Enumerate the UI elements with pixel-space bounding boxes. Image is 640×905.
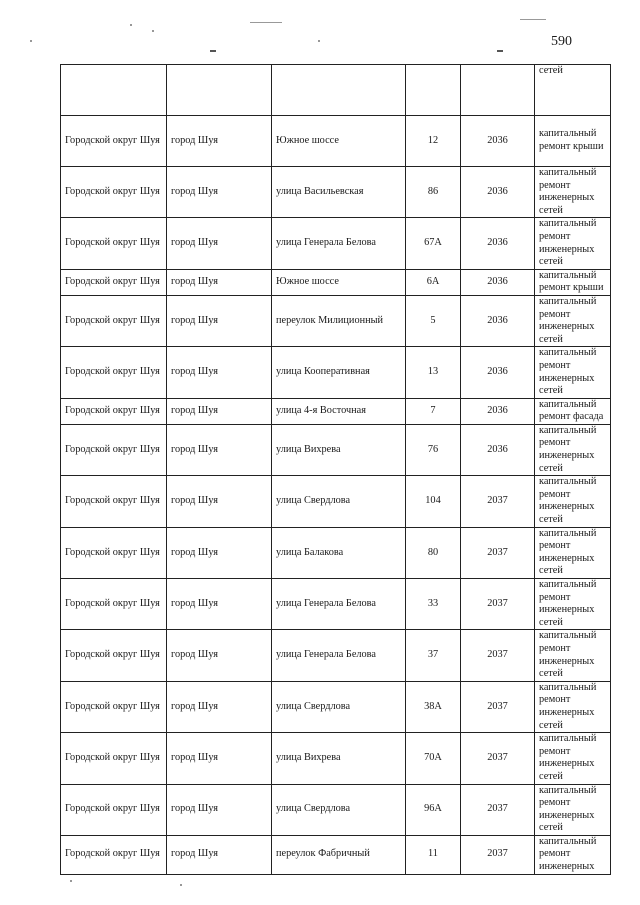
street-cell: улица Свердлова — [272, 476, 406, 527]
locality-cell: город Шуя — [167, 579, 272, 630]
table-row — [61, 398, 611, 424]
locality-cell — [167, 65, 272, 116]
street-cell: переулок Фабричный — [272, 835, 406, 874]
locality-cell: город Шуя — [167, 167, 272, 218]
house-number-cell: 13 — [406, 347, 461, 398]
house-number-cell: 7 — [406, 398, 461, 424]
locality-cell: город Шуя — [167, 733, 272, 784]
year-cell — [461, 65, 535, 116]
table-row — [61, 269, 611, 295]
street-cell: улица Вихрева — [272, 424, 406, 475]
work-type-cell: капитальный ремонт инженерных сетей — [535, 424, 611, 475]
work-type-cell: капитальный ремонт инженерных — [535, 835, 611, 874]
municipality-cell: Городской округ Шуя — [61, 579, 167, 630]
scan-dot — [70, 880, 72, 882]
municipality-cell: Городской округ Шуя — [61, 218, 167, 269]
table-row — [61, 116, 611, 167]
locality-cell: город Шуя — [167, 269, 272, 295]
table-row — [61, 476, 611, 527]
year-cell: 2036 — [461, 218, 535, 269]
year-cell: 2036 — [461, 167, 535, 218]
table-row — [61, 681, 611, 732]
table-row — [61, 347, 611, 398]
street-cell: улица 4-я Восточная — [272, 398, 406, 424]
locality-cell: город Шуя — [167, 398, 272, 424]
street-cell: Южное шоссе — [272, 269, 406, 295]
table-row-continued — [61, 65, 611, 116]
year-cell: 2037 — [461, 630, 535, 681]
municipality-cell: Городской округ Шуя — [61, 681, 167, 732]
scan-dot — [30, 40, 32, 42]
municipality-cell: Городской округ Шуя — [61, 269, 167, 295]
municipality-cell: Городской округ Шуя — [61, 476, 167, 527]
street-cell: улица Генерала Белова — [272, 630, 406, 681]
municipality-cell: Городской округ Шуя — [61, 733, 167, 784]
house-number-cell: 37 — [406, 630, 461, 681]
table-row — [61, 424, 611, 475]
year-cell: 2036 — [461, 398, 535, 424]
house-number-cell: 67А — [406, 218, 461, 269]
work-type-cell: капитальный ремонт инженерных сетей — [535, 476, 611, 527]
locality-cell: город Шуя — [167, 527, 272, 578]
table-row — [61, 733, 611, 784]
street-cell: улица Генерала Белова — [272, 218, 406, 269]
table-row — [61, 784, 611, 835]
house-number-cell: 80 — [406, 527, 461, 578]
work-type-cell: капитальный ремонт инженерных сетей — [535, 527, 611, 578]
work-type-cell: капитальный ремонт инженерных сетей — [535, 218, 611, 269]
page-number: 590 — [551, 34, 572, 49]
scan-dot — [318, 40, 320, 42]
scan-mark — [250, 22, 282, 23]
work-type-cell: капитальный ремонт инженерных сетей — [535, 733, 611, 784]
table-row — [61, 527, 611, 578]
housing-registry-table — [60, 64, 611, 875]
year-cell: 2037 — [461, 579, 535, 630]
work-type-cell: капитальный ремонт инженерных сетей — [535, 784, 611, 835]
street-cell: улица Свердлова — [272, 784, 406, 835]
locality-cell: город Шуя — [167, 347, 272, 398]
house-number-cell: 12 — [406, 116, 461, 167]
municipality-cell — [61, 65, 167, 116]
table-row — [61, 630, 611, 681]
street-cell: улица Кооперативная — [272, 347, 406, 398]
locality-cell: город Шуя — [167, 424, 272, 475]
locality-cell: город Шуя — [167, 681, 272, 732]
house-number-cell: 38А — [406, 681, 461, 732]
work-type-cell: капитальный ремонт крыши — [535, 116, 611, 167]
street-cell: улица Балакова — [272, 527, 406, 578]
house-number-cell: 86 — [406, 167, 461, 218]
street-cell: Южное шоссе — [272, 116, 406, 167]
work-type-cell: капитальный ремонт инженерных сетей — [535, 630, 611, 681]
locality-cell: город Шуя — [167, 218, 272, 269]
table-row — [61, 295, 611, 346]
year-cell: 2036 — [461, 116, 535, 167]
house-number-cell: 104 — [406, 476, 461, 527]
house-number-cell: 96А — [406, 784, 461, 835]
scan-dot — [130, 24, 132, 26]
street-cell: улица Вихрева — [272, 733, 406, 784]
locality-cell: город Шуя — [167, 835, 272, 874]
table-row — [61, 218, 611, 269]
work-type-cell: капитальный ремонт крыши — [535, 269, 611, 295]
municipality-cell: Городской округ Шуя — [61, 784, 167, 835]
locality-cell: город Шуя — [167, 630, 272, 681]
scan-dot — [152, 30, 154, 32]
year-cell: 2036 — [461, 269, 535, 295]
municipality-cell: Городской округ Шуя — [61, 295, 167, 346]
house-number-cell — [406, 65, 461, 116]
year-cell: 2037 — [461, 476, 535, 527]
municipality-cell: Городской округ Шуя — [61, 835, 167, 874]
municipality-cell: Городской округ Шуя — [61, 424, 167, 475]
year-cell: 2036 — [461, 424, 535, 475]
house-number-cell: 33 — [406, 579, 461, 630]
locality-cell: город Шуя — [167, 784, 272, 835]
work-type-cell: капитальный ремонт инженерных сетей — [535, 681, 611, 732]
house-number-cell: 5 — [406, 295, 461, 346]
year-cell: 2037 — [461, 681, 535, 732]
work-type-cell: капитальный ремонт фасада — [535, 398, 611, 424]
street-cell — [272, 65, 406, 116]
work-type-cell: сетей — [535, 65, 611, 116]
house-number-cell: 70А — [406, 733, 461, 784]
table-row — [61, 835, 611, 874]
locality-cell: город Шуя — [167, 116, 272, 167]
house-number-cell: 76 — [406, 424, 461, 475]
year-cell: 2036 — [461, 347, 535, 398]
municipality-cell: Городской округ Шуя — [61, 398, 167, 424]
municipality-cell: Городской округ Шуя — [61, 347, 167, 398]
locality-cell: город Шуя — [167, 476, 272, 527]
municipality-cell: Городской округ Шуя — [61, 116, 167, 167]
locality-cell: город Шуя — [167, 295, 272, 346]
work-type-cell: капитальный ремонт инженерных сетей — [535, 347, 611, 398]
house-number-cell: 11 — [406, 835, 461, 874]
year-cell: 2037 — [461, 733, 535, 784]
table-row — [61, 579, 611, 630]
municipality-cell: Городской округ Шуя — [61, 630, 167, 681]
street-cell: улица Васильевская — [272, 167, 406, 218]
scan-mark — [210, 50, 216, 52]
year-cell: 2037 — [461, 835, 535, 874]
year-cell: 2037 — [461, 527, 535, 578]
work-type-cell: капитальный ремонт инженерных сетей — [535, 167, 611, 218]
street-cell: улица Свердлова — [272, 681, 406, 732]
year-cell: 2036 — [461, 295, 535, 346]
table-row — [61, 167, 611, 218]
work-type-cell: капитальный ремонт инженерных сетей — [535, 295, 611, 346]
street-cell: улица Генерала Белова — [272, 579, 406, 630]
municipality-cell: Городской округ Шуя — [61, 527, 167, 578]
scan-mark — [520, 19, 546, 20]
work-type-cell: капитальный ремонт инженерных сетей — [535, 579, 611, 630]
scan-dot — [180, 884, 182, 886]
registry-body — [61, 65, 611, 875]
municipality-cell: Городской округ Шуя — [61, 167, 167, 218]
house-number-cell: 6А — [406, 269, 461, 295]
street-cell: переулок Милиционный — [272, 295, 406, 346]
scan-mark — [497, 50, 503, 52]
year-cell: 2037 — [461, 784, 535, 835]
